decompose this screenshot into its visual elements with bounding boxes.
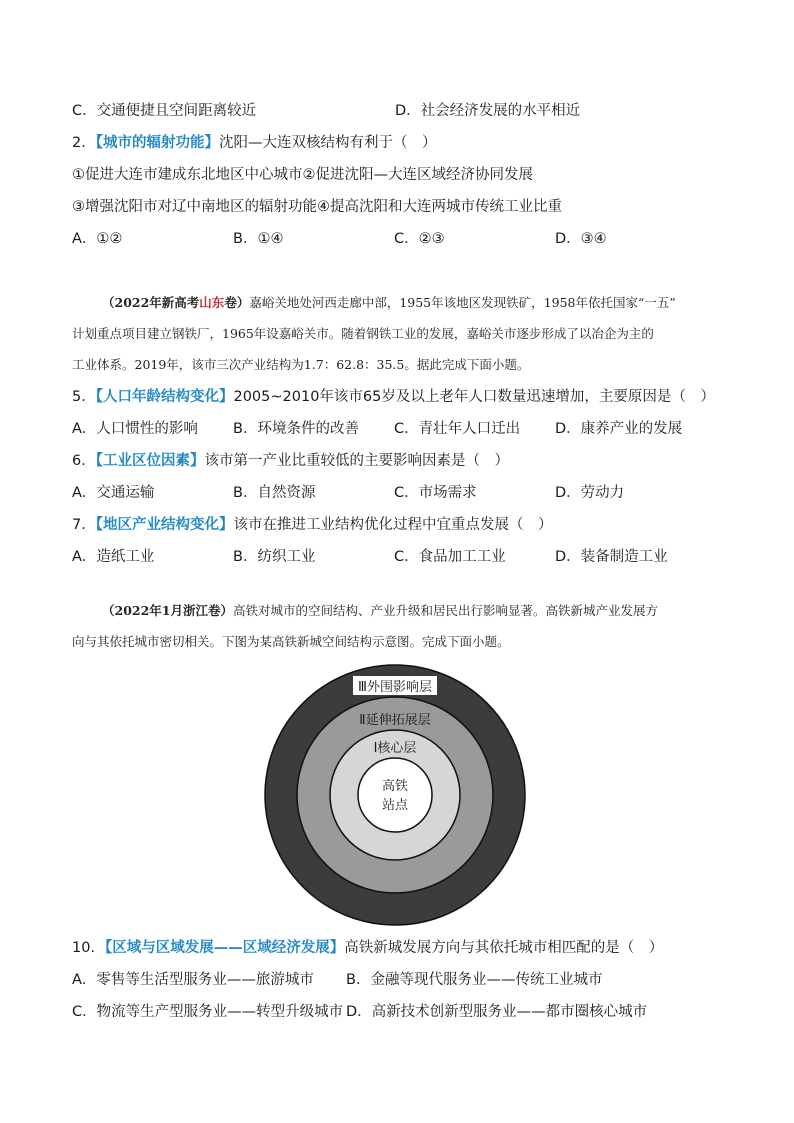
passage-source: （2022年新高考山东卷） — [102, 295, 250, 310]
option-a: A．零售等生活型服务业——旅游城市 — [72, 972, 314, 988]
question-text: 高铁新城发展方向与其依托城市相匹配的是（ ） — [344, 940, 664, 956]
option-b: B．环境条件的改善 — [233, 421, 359, 437]
passage-line: 工业体系。2019年，该市三次产业结构为1.7：62.8：35.5。据此完成下面小题。 — [72, 357, 530, 372]
question-tag: 【地区产业结构变化】 — [95, 517, 234, 533]
question-text: 2005~2010年该市65岁及以上老年人口数量迅速增加，主要原因是（ ） — [233, 389, 715, 405]
option-d: D．高新技术创新型服务业——都市圈核心城市 — [346, 1004, 648, 1020]
core-ring-label: Ⅰ核心层 — [373, 741, 417, 756]
option-a: A．人口惯性的影响 — [72, 421, 198, 437]
option-a: A．造纸工业 — [72, 549, 155, 565]
outer-ring-label: Ⅲ外围影响层 — [358, 680, 432, 695]
question-tag: 【工业区位因素】 — [95, 453, 205, 469]
option-c: C．②③ — [394, 231, 445, 247]
option-d: D．社会经济发展的水平相近 — [395, 103, 581, 119]
passage-1 — [72, 287, 676, 380]
question-tag: 【人口年龄结构变化】 — [95, 389, 234, 405]
option-d: D．装备制造工业 — [555, 549, 668, 565]
option-d: D．③④ — [555, 231, 607, 247]
option-b: B．自然资源 — [233, 485, 316, 501]
statement-text: ①促进大连市建成东北地区中心城市②促进沈阳—大连区域经济协同发展 — [72, 167, 533, 183]
option-c: C．交通便捷且空间距离较近 — [72, 103, 257, 119]
question-tag: 【区域与区域发展——区域经济发展】 — [104, 940, 345, 956]
option-a: A．交通运输 — [72, 485, 155, 501]
question-number: 6． — [72, 453, 96, 469]
option-a: A．①② — [72, 231, 123, 247]
option-b: B．金融等现代服务业——传统工业城市 — [346, 972, 603, 988]
passage-line: （2022年新高考山东卷）嘉峪关地处河西走廊中部，1955年该地区发现铁矿，1958年依托国家“一五” — [102, 295, 676, 310]
passage-line: 计划重点项目建立钢铁厂，1965年设嘉峪关市。随着钢铁工业的发展，嘉峪关市逐步形成了以冶企为主的 — [72, 326, 654, 341]
option-c: C．物流等生产型服务业——转型升级城市 — [72, 1004, 344, 1020]
passage-line: （2022年1月浙江卷）高铁对城市的空间结构、产业升级和居民出行影响显著。高铁新城产业发展方 — [102, 603, 659, 618]
question-number: 5． — [72, 389, 96, 405]
question-number: 7． — [72, 517, 96, 533]
option-d: D．康养产业的发展 — [555, 421, 683, 437]
passage-2 — [72, 595, 658, 657]
passage-source: （2022年1月浙江卷） — [102, 603, 233, 618]
statement-text: ③增强沈阳市对辽中南地区的辐射功能④提高沈阳和大连两城市传统工业比重 — [72, 199, 562, 215]
question-text: 沈阳—大连双核结构有利于（ ） — [218, 135, 437, 151]
station-label-line-1: 高铁 — [381, 779, 409, 794]
option-c: C．市场需求 — [394, 485, 477, 501]
station-center — [358, 758, 432, 832]
option-c: C．青壮年人口迁出 — [394, 421, 521, 437]
extension-ring-label: Ⅱ延伸拓展层 — [359, 713, 431, 728]
option-b: B．①④ — [233, 231, 284, 247]
question-text: 该市第一产业比重较低的主要影响因素是（ ） — [204, 453, 509, 469]
passage-line: 向与其依托城市密切相关。下图为某高铁新城空间结构示意图。完成下面小题。 — [72, 634, 510, 649]
question-number: 10． — [72, 940, 105, 956]
question-number: 2． — [72, 135, 96, 151]
option-d: D．劳动力 — [555, 485, 625, 501]
hsr-new-town-structure-diagram — [260, 664, 530, 926]
option-b: B．纺织工业 — [233, 549, 316, 565]
station-label-line-2: 站点 — [381, 798, 409, 813]
question-text: 该市在推进工业结构优化过程中宜重点发展（ ） — [233, 517, 553, 533]
question-tag: 【城市的辐射功能】 — [95, 135, 219, 151]
option-c: C．食品加工工业 — [394, 549, 506, 565]
